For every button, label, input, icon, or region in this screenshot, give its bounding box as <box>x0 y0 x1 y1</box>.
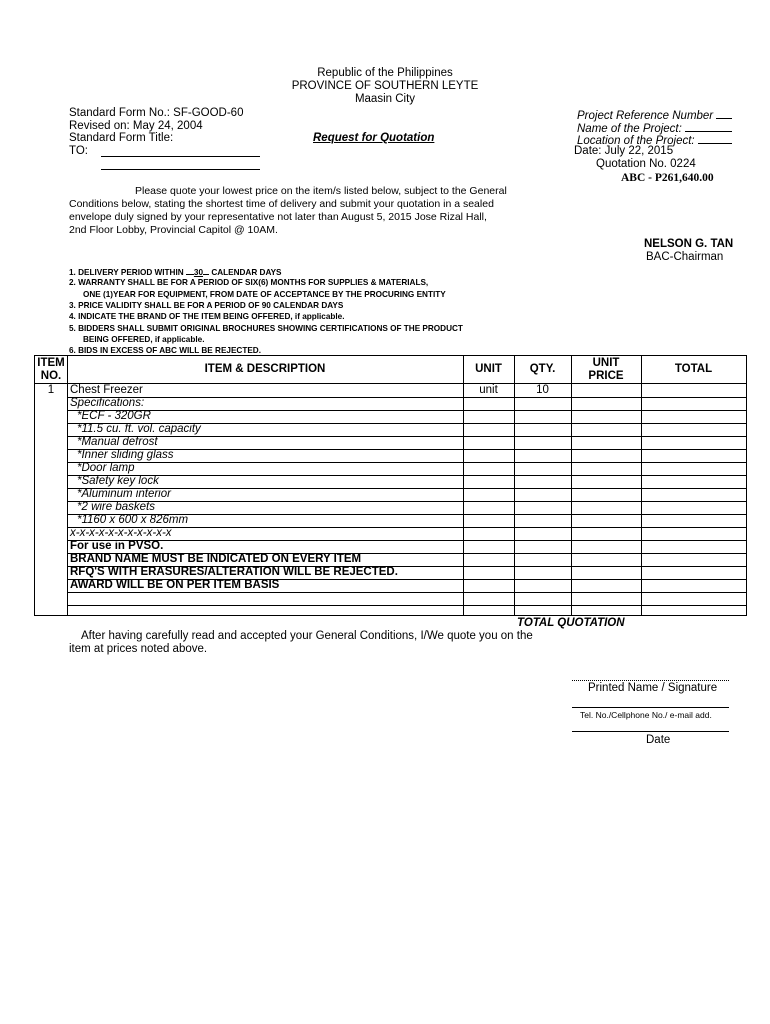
condition-2a: 2. WARRANTY SHALL BE FOR A PERIOD OF SIX(6) MONTHS FOR SUPPLIES & MATERIALS, <box>69 278 429 287</box>
chairman-title: BAC-Chairman <box>646 251 724 263</box>
signature-line[interactable] <box>572 680 729 681</box>
contact-label: Tel. No./Cellphone No./ e-mail add. <box>580 710 712 720</box>
intro-line-3: envelope duly signed by your representative not later than August 5, 2015 Jose Rizal Hall, <box>69 211 487 223</box>
item-qty: 10 <box>536 384 549 396</box>
spec-line: *1160 x 600 x 826mm <box>77 514 189 526</box>
project-name-label: Name of the Project: <box>577 120 732 135</box>
spec-line: *Door lamp <box>77 462 135 474</box>
project-location-label: Location of the Project: <box>577 132 732 147</box>
date-line[interactable] <box>572 731 729 732</box>
item-unit: unit <box>479 384 498 396</box>
condition-5b: BEING OFFERED, if applicable. <box>83 335 205 344</box>
condition-1: 1. DELIVERY PERIOD WITHIN 30 CALENDAR DAYS <box>69 265 282 277</box>
quotation-number: Quotation No. 0224 <box>596 158 696 170</box>
intro-line-1: Please quote your lowest price on the item/s listed below, subject to the General <box>135 185 507 197</box>
header-total: TOTAL <box>674 363 713 375</box>
condition-4: 4. INDICATE THE BRAND OF THE ITEM BEING OFFERED, if applicable. <box>69 312 345 321</box>
spec-line: *Safety key lock <box>77 475 159 487</box>
spec-line: *Manual defrost <box>77 436 158 448</box>
to-label: TO: <box>69 145 88 157</box>
intro-line-4: 2nd Floor Lobby, Provincial Capitol @ 10AM. <box>69 224 278 236</box>
condition-2b: ONE (1)YEAR FOR EQUIPMENT, FROM DATE OF ACCEPTANCE BY THE PROCURING ENTITY <box>83 290 446 299</box>
form-title-label: Standard Form Title: <box>69 132 174 144</box>
header-item-no-2: NO. <box>40 370 62 382</box>
revised-date: Revised on: May 24, 2004 <box>69 120 203 132</box>
header-unit-price-2: PRICE <box>588 370 624 382</box>
spec-line: *ECF - 320GR <box>77 410 151 422</box>
spec-line: *11.5 cu. ft. vol. capacity <box>77 423 201 435</box>
header-qty: QTY. <box>529 363 556 375</box>
spec-line: *Aluminum interior <box>77 488 171 500</box>
acceptance-line-2: item at prices noted above. <box>69 643 208 655</box>
quotation-date: Date: July 22, 2015 <box>574 145 674 157</box>
note-line: For use in PVSO. <box>70 540 164 552</box>
province-heading: PROVINCE OF SOUTHERN LEYTE <box>291 80 479 92</box>
header-description: ITEM & DESCRIPTION <box>204 363 326 375</box>
note-line: AWARD WILL BE ON PER ITEM BASIS <box>70 579 280 591</box>
chairman-name: NELSON G. TAN <box>644 238 734 250</box>
note-line: BRAND NAME MUST BE INDICATED ON EVERY ITEM <box>70 553 362 565</box>
spec-line: *2 wire baskets <box>77 501 155 513</box>
header-item-no-1: ITEM <box>37 357 65 369</box>
standard-form-number: Standard Form No.: SF-GOOD-60 <box>69 107 244 119</box>
abc-amount: ABC - P261,640.00 <box>621 172 714 184</box>
project-reference-label: Project Reference Number <box>577 107 732 122</box>
note-line: RFQ'S WITH ERASURES/ALTERATION WILL BE REJECTED. <box>70 566 398 578</box>
contact-line[interactable] <box>572 707 729 708</box>
item-name: Chest Freezer <box>70 384 143 396</box>
item-number: 1 <box>47 384 55 396</box>
condition-5a: 5. BIDDERS SHALL SUBMIT ORIGINAL BROCHURES SHOWING CERTIFICATIONS OF THE PRODUCT <box>69 324 463 333</box>
separator-line: x-x-x-x-x-x-x-x-x-x-x <box>70 527 172 539</box>
header-unit-price-1: UNIT <box>592 357 620 369</box>
date-label: Date <box>646 734 671 746</box>
to-line-1[interactable] <box>101 156 260 157</box>
intro-line-2: Conditions below, stating the shortest time of delivery and submit your quotation in a sealed <box>69 198 494 210</box>
city-heading: Maasin City <box>354 93 416 105</box>
condition-3: 3. PRICE VALIDITY SHALL BE FOR A PERIOD OF 90 CALENDAR DAYS <box>69 301 344 310</box>
republic-heading: Republic of the Philippines <box>317 67 453 79</box>
printed-name-label: Printed Name / Signature <box>588 682 718 694</box>
condition-6: 6. BIDS IN EXCESS OF ABC WILL BE REJECTED. <box>69 346 261 355</box>
spec-line: *Inner sliding glass <box>77 449 174 461</box>
specifications-label: Specifications: <box>70 397 145 409</box>
to-line-2[interactable] <box>101 169 260 170</box>
total-quotation-label: TOTAL QUOTATION <box>517 617 625 629</box>
header-unit: UNIT <box>475 363 502 375</box>
acceptance-line-1: After having carefully read and accepted your General Conditions, I/We quote you on the <box>81 630 533 642</box>
form-title: Request for Quotation <box>313 132 435 144</box>
